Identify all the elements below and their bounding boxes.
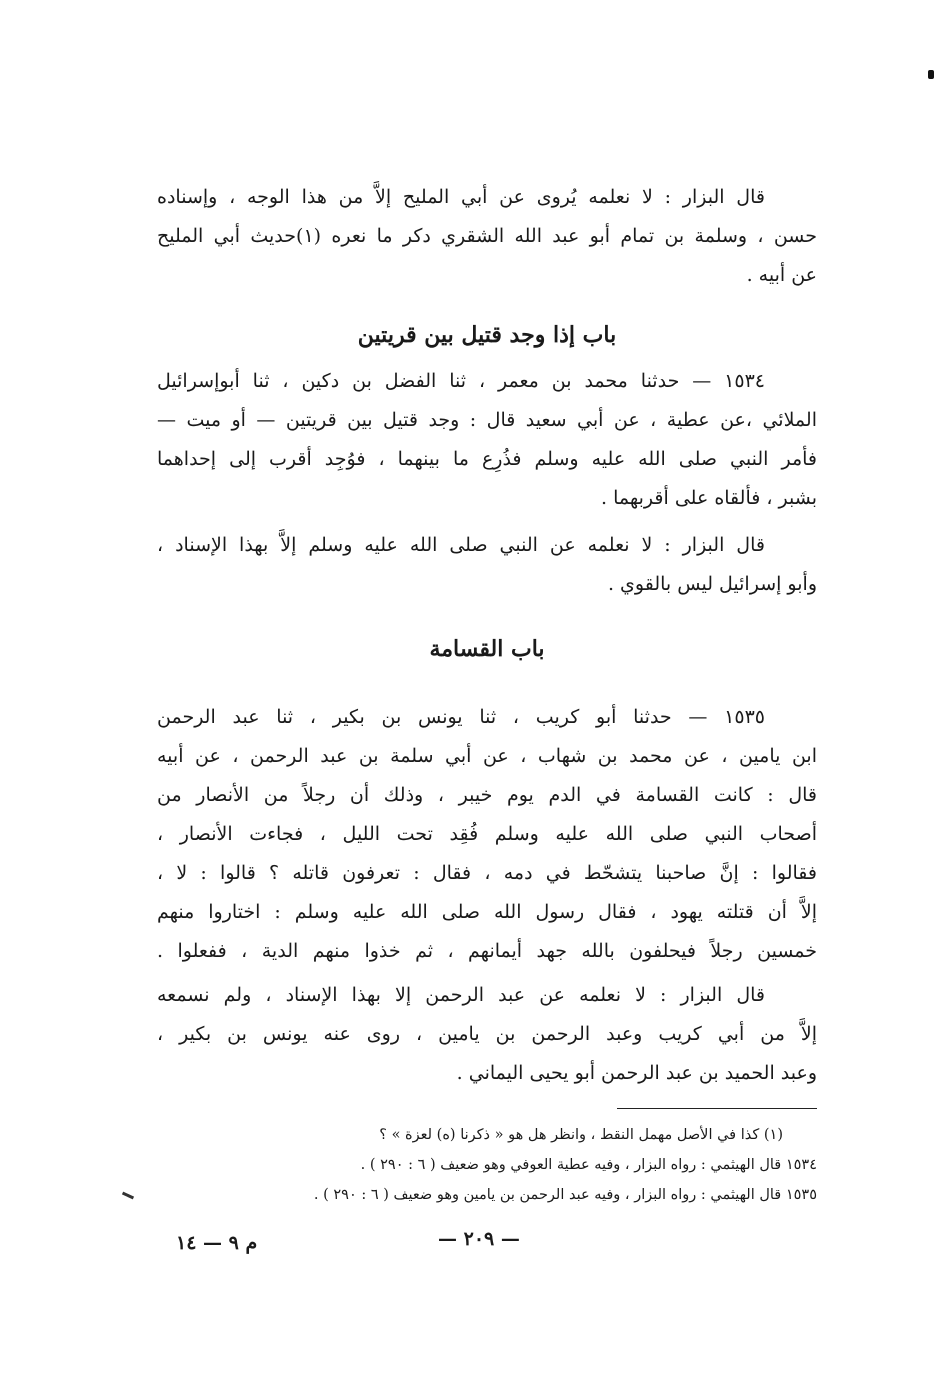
- text-line: قال البزار : لا نعلمه عن عبد الرحمن إلا بهذا الإسناد ، ولم نسمعه: [157, 984, 765, 1006]
- printer-signature: م ٩ — ١٤: [176, 1232, 258, 1254]
- page-number: — ٢٠٩ —: [438, 1228, 520, 1250]
- text-line: إلاَّ من أبي كريب وعبد الرحمن بن يامين ، روى عنه يونس بن بكير ،: [157, 1023, 817, 1045]
- footnote: ١٥٣٤ قال الهيثمي : رواه البزار ، وفيه عطية العوفي وهو ضعيف ( ٦ : ٢٩٠ ) .: [360, 1157, 817, 1173]
- text-line: عن أبيه .: [746, 264, 817, 286]
- text-line: حسن ، وسلمة بن تمام أبو عبد الله الشقري دكر ما نعره (١)حديث أبي المليح: [157, 225, 817, 247]
- text-line: إلاَّ أن قتلته يهود ، فقال رسول الله صلى الله عليه وسلم : اختاروا منهم: [157, 901, 817, 923]
- text-line: الملائي ،عن عطية ، عن أبي سعيد قال : وجد قتيل بين قريتين — أو ميت —: [157, 409, 817, 431]
- paragraph-bazzar-comment-1: [157, 178, 817, 295]
- text-line: بشبر ، فألقاه على أقربهما .: [601, 487, 817, 509]
- text-line: وعبد الحميد بن عبد الرحمن أبو يحيى اليماني .: [456, 1062, 817, 1084]
- paragraph-bazzar-comment-2: [157, 526, 817, 604]
- text-line: أصحاب النبي صلى الله عليه وسلم فُقِد تحت الليل ، فجاءت الأنصار ،: [157, 823, 817, 845]
- margin-ink-mark: [928, 70, 934, 79]
- text-line: خمسين رجلاً فيحلفون بالله جهد أيمانهم ، ثم خذوا منهم الدية ، ففعلوا .: [157, 940, 817, 962]
- footnote: (١) كذا في الأصل مهمل النقط ، وانظر هل هو « ذكرنا (ه) لعزة » ؟: [379, 1127, 783, 1143]
- chapter-heading: باب إذا وجد قتيل بين قريتين: [357, 322, 617, 348]
- paragraph-bazzar-comment-3: [157, 976, 817, 1093]
- chapter-heading: باب القسامة: [429, 636, 545, 662]
- footnote: ١٥٣٥ قال الهيثمي : رواه البزار ، وفيه عبد الرحمن بن يامين وهو ضعيف ( ٦ : ٢٩٠ ) .: [313, 1187, 817, 1203]
- text-line: فأمر النبي صلى الله عليه وسلم فذُرِع ما بينهما ، فوُجِد أقرب إلى إحداهما: [157, 448, 817, 470]
- text-line: فقالوا : إنَّ صاحبنا يتشحّط في دمه ، فقال : تعرفون قاتله ؟ قالوا : لا ،: [157, 862, 817, 884]
- hadith-1534: [157, 362, 817, 518]
- text-line: وأبو إسرائيل ليس بالقوي .: [607, 573, 817, 595]
- footnote-divider: [617, 1108, 817, 1109]
- text-line: ابن يامين ، عن محمد بن شهاب ، عن أبي سلمة بن عبد الرحمن ، عن أبيه: [157, 745, 817, 767]
- text-line: ١٥٣٤ — حدثنا محمد بن معمر ، ثنا الفضل بن دكين ، ثنا أبوإسرائيل: [157, 370, 765, 392]
- text-line: قال البزار : لا نعلمه عن النبي صلى الله عليه وسلم إلاَّ بهذا الإسناد ،: [157, 534, 765, 556]
- footnotes: [117, 1120, 817, 1210]
- hadith-1535: [157, 698, 817, 971]
- text-line: قال البزار : لا نعلمه يُروى عن أبي المليح إلاَّ من هذا الوجه ، وإسناده: [157, 186, 765, 208]
- text-line: ١٥٣٥ — حدثنا أبو كريب ، ثنا يونس بن بكير ، ثنا عبد الرحمن: [157, 706, 765, 728]
- text-line: قال : كانت القسامة في الدم يوم خيبر ، وذلك أن رجلاً من الأنصار من: [157, 784, 817, 806]
